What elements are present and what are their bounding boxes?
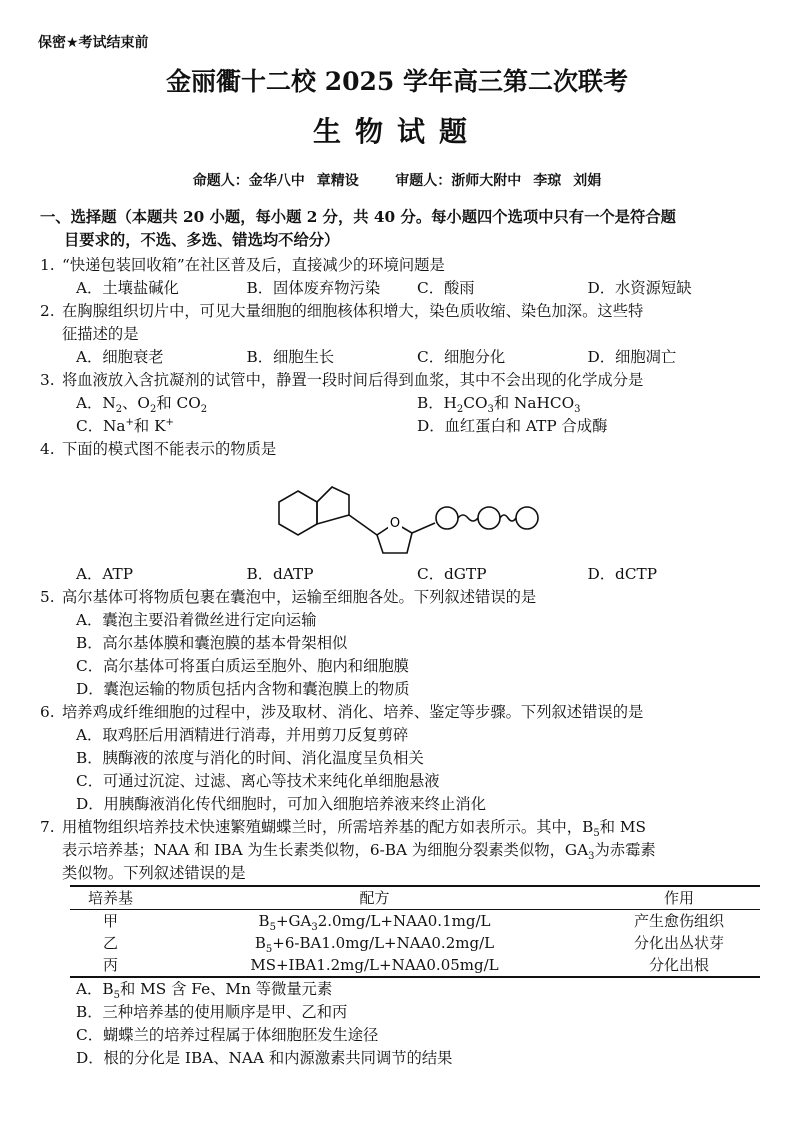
table-row <box>70 932 760 954</box>
q3-option-d: D．血红蛋白和 ATP 合成酶 <box>417 417 608 435</box>
q1-option-c: C．酸雨 <box>417 279 475 297</box>
base-five-ring <box>317 487 349 524</box>
ring-oxygen-label: O <box>389 516 401 531</box>
reviewer-1: 李琼 <box>533 173 562 189</box>
phosphate-3 <box>516 507 538 529</box>
q5-stem: 高尔基体可将物质包裹在囊泡中，运输至细胞各处。下列叙述错误的是 <box>62 588 537 606</box>
header-formula: 配方 <box>151 886 598 910</box>
q5-option-b: B．高尔基体膜和囊泡膜的基本骨架相似 <box>76 634 348 652</box>
q5-number: 5. <box>40 588 55 606</box>
q4-option-c: C．dGTP <box>417 565 487 583</box>
q2-option-c: C．细胞分化 <box>417 348 506 366</box>
phosphate-1 <box>436 507 458 529</box>
nucleotide-diagram <box>254 463 544 559</box>
q6-option-b: B．胰酶液的浓度与消化的时间、消化温度呈负相关 <box>76 749 424 767</box>
section-line-2: 目要求的，不选、多选、错选均不给分） <box>64 231 340 249</box>
q7-option-c: C．蝴蝶兰的培养过程属于体细胞胚发生途径 <box>76 1026 379 1044</box>
q6-stem: 培养鸡成纤维细胞的过程中，涉及取材、消化、培养、鉴定等步骤。下列叙述错误的是 <box>62 703 644 721</box>
q2-stem-2: 征描述的是 <box>62 325 139 343</box>
medium-formula: MS+IBA1.2mg/L+NAA0.05mg/L <box>151 954 598 977</box>
question-7 <box>40 816 758 1070</box>
q5-option-c: C．高尔基体可将蛋白质运至胞外、胞内和细胞膜 <box>76 657 409 675</box>
q6-number: 6. <box>40 703 55 721</box>
q6-option-d: D．用胰酶液消化传代细胞时，可加入细胞培养液来终止消化 <box>76 795 486 813</box>
author-label: 命题人：金华八中 <box>192 173 305 189</box>
q2-stem-1: 在胸腺组织切片中，可见大量细胞的细胞核体积增大，染色质收缩、染色加深。这些特 <box>62 302 644 320</box>
q3-option-c: C．Na+和 K+ <box>76 416 174 435</box>
q1-option-a: A．土壤盐碱化 <box>76 279 179 297</box>
q6-option-a: A．取鸡胚后用酒精进行消毒，并用剪刀反复剪碎 <box>76 726 409 744</box>
q1-number: 1. <box>40 256 55 274</box>
question-4 <box>40 438 758 586</box>
question-3 <box>40 369 758 438</box>
q4-option-b: B．dATP <box>246 565 314 583</box>
q2-number: 2. <box>40 302 55 320</box>
q6-option-c: C．可通过沉淀、过滤、离心等技术来纯化单细胞悬液 <box>76 772 440 790</box>
section-line-1: 一、选择题（本题共 20 小题，每小题 2 分，共 40 分。每小题四个选项中只有一个是符合题 <box>40 208 676 226</box>
q4-number: 4. <box>40 440 55 458</box>
medium-name: 乙 <box>103 934 119 952</box>
confidential-label: 保密★考试结束前 <box>38 35 149 51</box>
q3-option-b: B．$H_2CO_3$和 NaHCO$_3$ <box>417 394 581 416</box>
medium-name: 甲 <box>103 912 119 930</box>
exam-title: 金丽衢十二校 2025 学年高三第二次联考 <box>166 67 628 96</box>
q1-stem: “快递包装回收箱”在社区普及后，直接减少的环境问题是 <box>62 256 445 274</box>
question-2 <box>40 300 758 369</box>
nucleotide-structure-figure <box>40 461 758 563</box>
medium-table-header <box>70 886 760 910</box>
q4-option-a: A．ATP <box>76 565 134 583</box>
author-line <box>0 170 794 190</box>
table-row <box>70 954 760 977</box>
base-six-ring <box>279 491 317 535</box>
q1-option-b: B．固体废弃物污染 <box>246 279 381 297</box>
reviewer-2: 刘娟 <box>573 173 602 189</box>
q7-option-d: D．根的分化是 IBA、NAA 和内源激素共同调节的结果 <box>76 1049 453 1067</box>
q5-option-a: A．囊泡主要沿着微丝进行定向运输 <box>76 611 317 629</box>
q7-option-b: B．三种培养基的使用顺序是甲、乙和丙 <box>76 1003 348 1021</box>
q3-number: 3. <box>40 371 55 389</box>
q5-option-d: D．囊泡运输的物质包括内含物和囊泡膜上的物质 <box>76 680 410 698</box>
q3-stem: 将血液放入含抗凝剂的试管中，静置一段时间后得到血浆，其中不会出现的化学成分是 <box>62 371 644 389</box>
medium-formula: $B_5+6-BA1.0mg/L+NAA0.2mg/L$ <box>254 934 495 955</box>
section-heading <box>40 206 758 252</box>
header-medium: 培养基 <box>70 886 151 910</box>
high-energy-bond-2 <box>500 515 516 521</box>
q2-option-b: B．细胞生长 <box>246 348 335 366</box>
author-name: 章精设 <box>316 173 359 189</box>
q1-option-d: D．水资源短缺 <box>587 279 692 297</box>
medium-effect: 分化出根 <box>598 954 760 977</box>
q4-stem: 下面的模式图不能表示的物质是 <box>62 440 277 458</box>
phosphate-2 <box>478 507 500 529</box>
question-1 <box>40 254 758 300</box>
high-energy-bond-1 <box>458 515 478 521</box>
header-effect: 作用 <box>598 886 760 910</box>
q2-option-a: A．细胞衰老 <box>76 348 164 366</box>
q4-option-d: D．dCTP <box>587 565 658 583</box>
question-5 <box>40 586 758 701</box>
q7-stem-1: 用植物组织培养技术快速繁殖蝴蝶兰时，所需培养基的配方如表所示。其中，$B_5$和 MS <box>62 818 647 840</box>
medium-formula: $B_5+GA_32.0mg/L+NAA0.1mg/L$ <box>258 912 491 933</box>
medium-name: 丙 <box>70 954 151 977</box>
question-content <box>40 206 758 1070</box>
q7-stem-3: 类似物。下列叙述错误的是 <box>62 864 246 882</box>
medium-effect: 产生愈伤组织 <box>633 912 724 930</box>
medium-table <box>70 885 760 978</box>
q3-option-a: A．$N_2$、$O_2$和 $CO_2$ <box>76 394 208 416</box>
sugar-phosphate-bond <box>412 523 435 533</box>
q7-stem-2: 表示培养基；NAA 和 IBA 为生长素类似物，6-BA 为细胞分裂素类似物，$GA_3$为赤霉素 <box>62 841 656 863</box>
subject-title: 生物试题 <box>312 115 481 148</box>
q2-option-d: D．细胞凋亡 <box>587 348 677 366</box>
table-row <box>70 910 760 933</box>
q7-option-a: A．$B_5$和 MS 含 Fe、Mn 等微量元素 <box>76 980 333 1002</box>
medium-effect: 分化出丛状芽 <box>633 934 724 952</box>
base-sugar-bond <box>349 515 377 535</box>
reviewer-label: 审题人：浙师大附中 <box>395 173 522 189</box>
question-6 <box>40 701 758 816</box>
q7-number: 7. <box>40 818 55 836</box>
